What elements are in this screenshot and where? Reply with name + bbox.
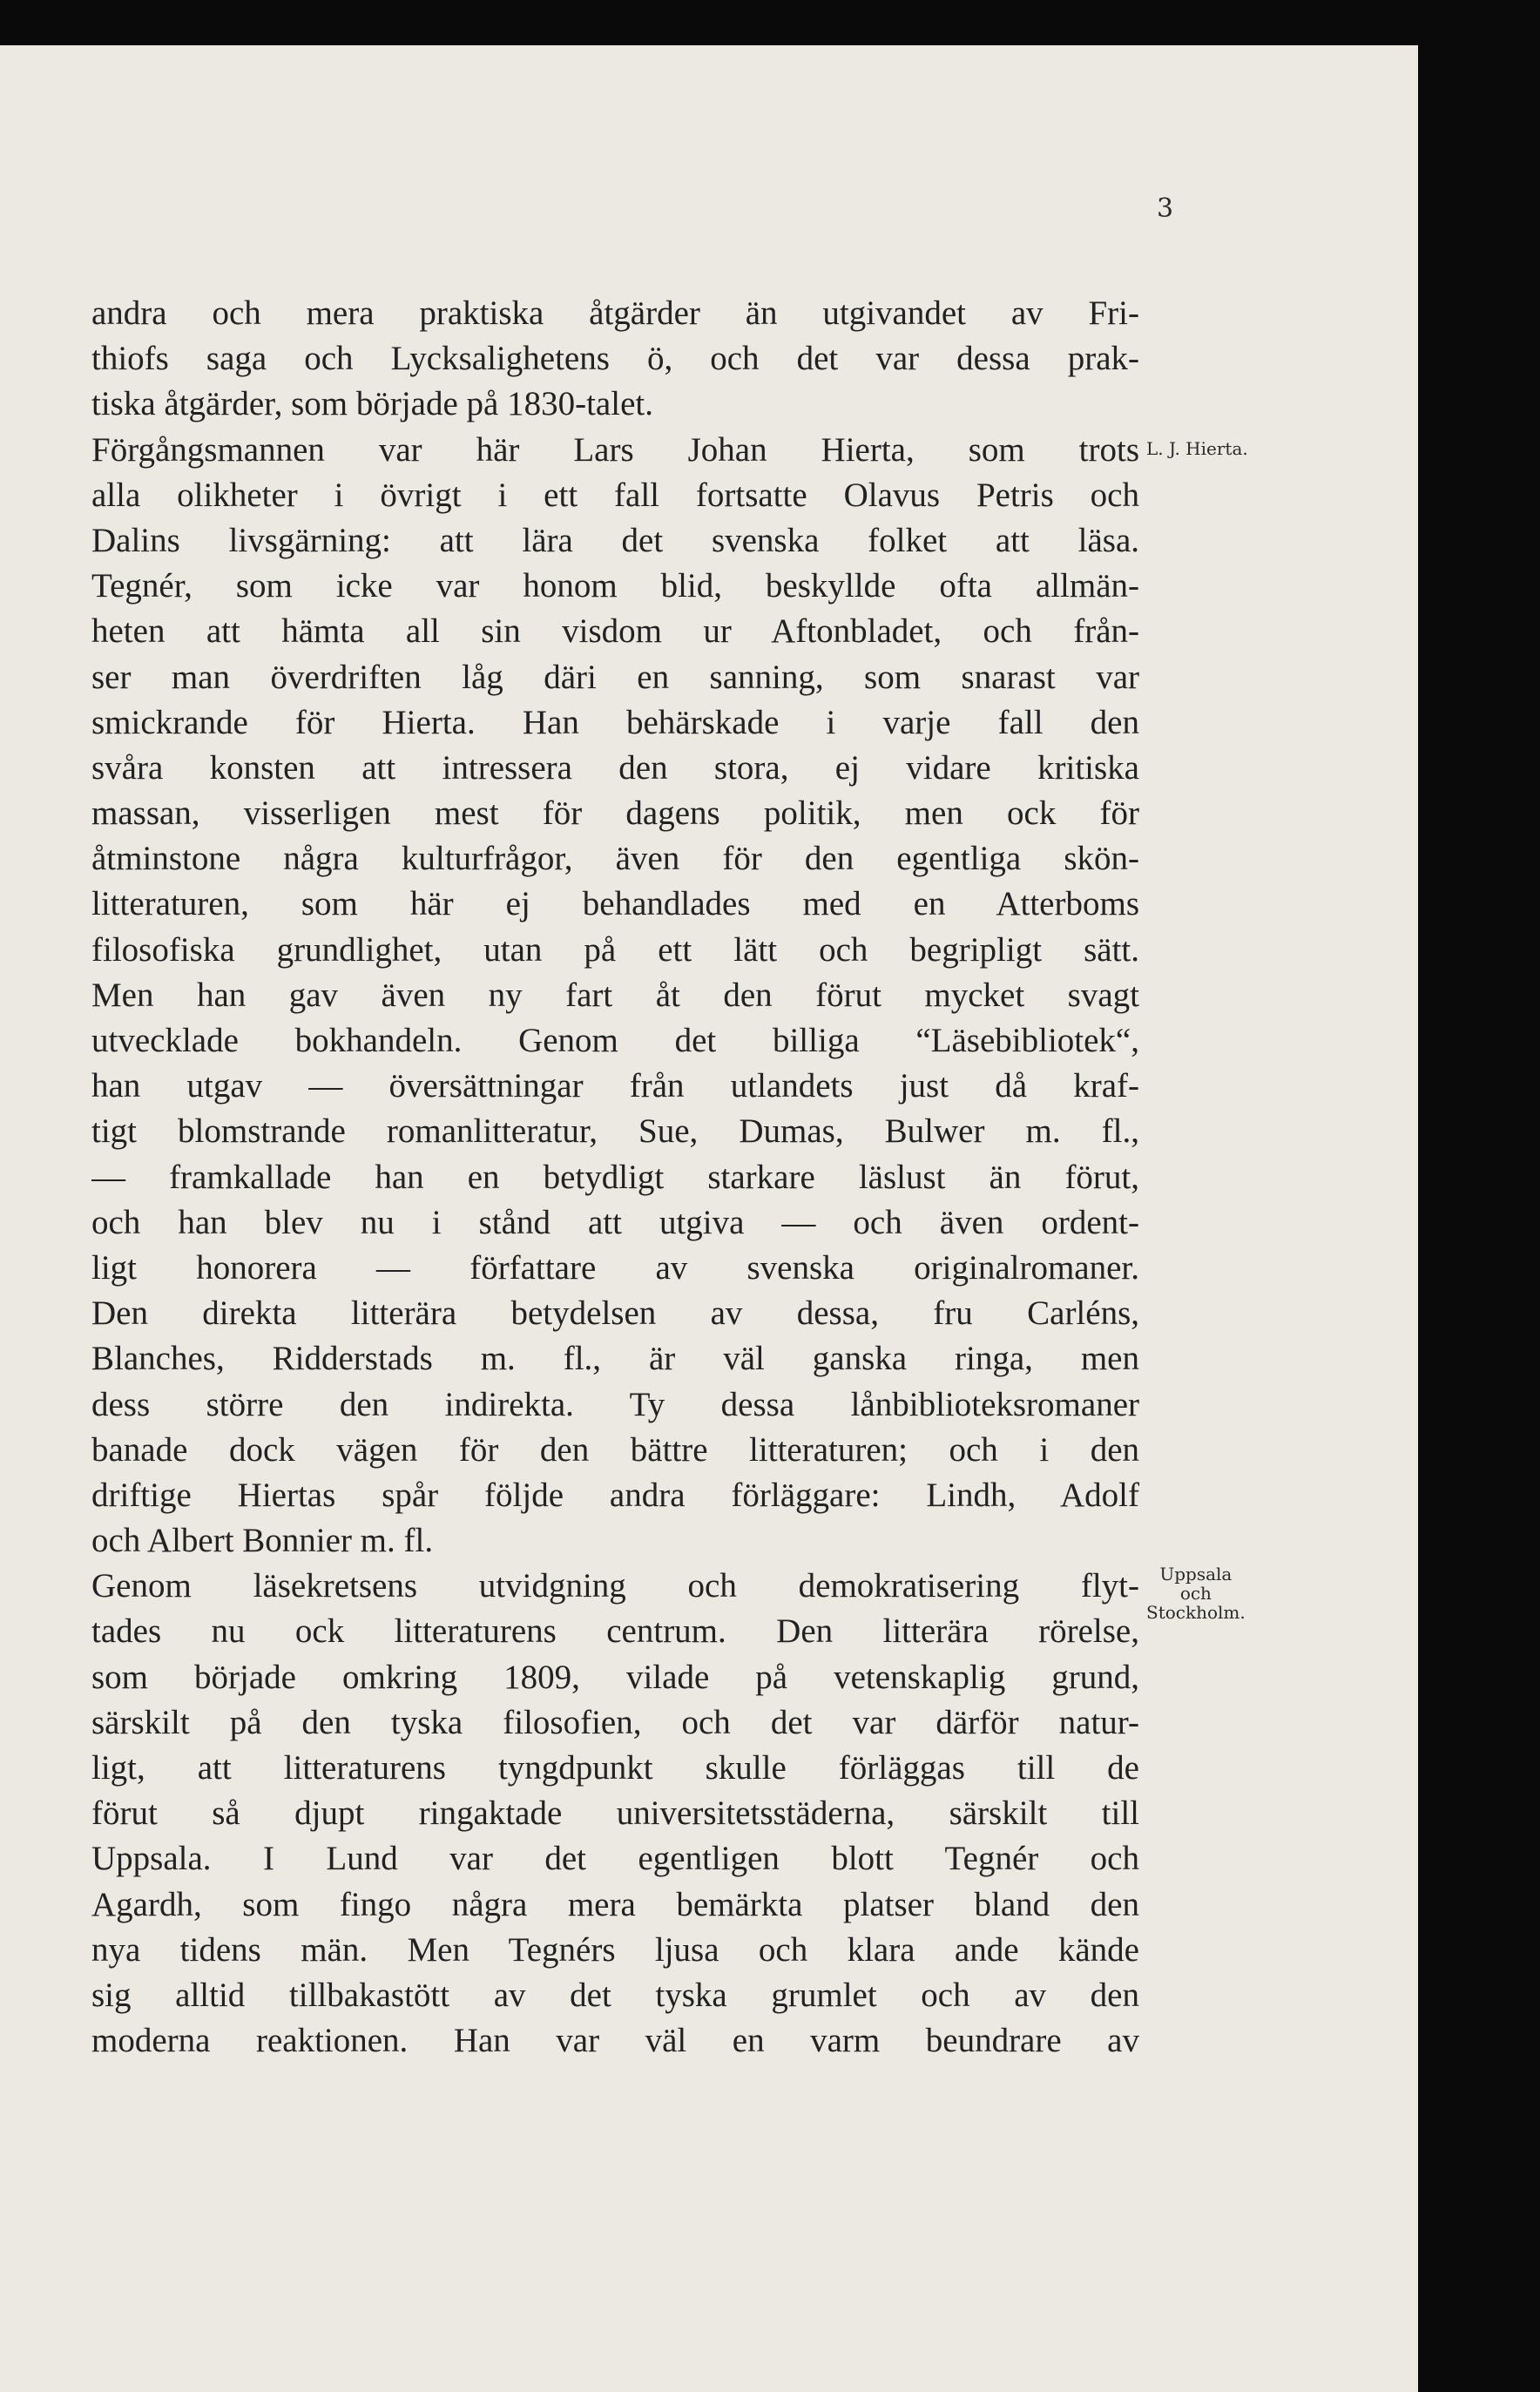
text-line: Den direkta litterära betydelsen av dessa, fru Carléns, — [91, 1294, 1139, 1333]
text-line: nya tidens män. Men Tegnérs ljusa och klara ande kände — [91, 1930, 1139, 1969]
text-line: utvecklade bokhandeln. Genom det billiga “Läsebibliotek“, — [91, 1022, 1139, 1059]
text-line: och Albert Bonnier m. fl. — [91, 1522, 434, 1560]
text-line: banade dock vägen för den bättre litteraturen; och i den — [91, 1430, 1139, 1469]
text-line: han utgav — översättningar från utlandets just då kraf- — [91, 1067, 1139, 1105]
margin-note-line: Uppsala — [1159, 1564, 1233, 1585]
text-line: och han blev nu i stånd att utgiva — och även ordent- — [91, 1203, 1139, 1241]
text-line: Blanches, Ridderstads m. fl., är väl ganska ringa, men — [91, 1340, 1139, 1378]
margin-note-line: och — [1179, 1583, 1212, 1604]
text-line: tiska åtgärder, som började på 1830-talet. — [91, 385, 653, 423]
text-line: ser man överdriften låg däri en sanning, som snarast var — [91, 658, 1139, 696]
text-line: tigt blomstrande romanlitteratur, Sue, Dumas, Bulwer m. fl., — [91, 1112, 1139, 1151]
text-line: tades nu ock litteraturens centrum. Den litterära rörelse, — [91, 1612, 1139, 1651]
margin-note-uppsala-stockholm — [1146, 1564, 1246, 1622]
text-line: driftige Hiertas spår följde andra förläggare: Lindh, Adolf — [91, 1476, 1139, 1514]
text-line: litteraturen, som här ej behandlades med en Atterboms — [91, 885, 1139, 923]
text-line: Förgångsmannen var här Lars Johan Hierta, som trots — [91, 430, 1139, 469]
margin-note-hierta: L. J. Hierta. — [1146, 438, 1248, 459]
text-line: alla olikheter i övrigt i ett fall fortsatte Olavus Petris och — [91, 476, 1139, 514]
text-line: moderna reaktionen. Han var väl en varm beundrare av — [91, 2022, 1139, 2060]
text-line: sig alltid tillbakastött av det tyska grumlet och av den — [91, 1976, 1139, 2014]
text-line: filosofiska grundlighet, utan på ett lätt och begripligt sätt. — [91, 930, 1139, 969]
text-line: andra och mera praktiska åtgärder än utgivandet av Fri- — [91, 294, 1139, 332]
text-line: ligt, att litteraturens tyngdpunkt skulle förläggas till de — [91, 1749, 1139, 1787]
text-line: — framkallade han en betydligt starkare läslust än förut, — [91, 1158, 1139, 1196]
text-line: åtminstone några kulturfrågor, även för den egentliga skön- — [91, 840, 1139, 878]
text-line: Dalins livsgärning: att lära det svenska folket att läsa. — [91, 521, 1139, 559]
text-line: thiofs saga och Lycksalighetens ö, och det var dessa prak- — [91, 340, 1139, 378]
text-line: ligt honorera — författare av svenska originalromaner. — [91, 1248, 1139, 1287]
body-text — [91, 291, 1139, 2064]
page-number: 3 — [1157, 193, 1174, 224]
text-line: Tegnér, som icke var honom blid, beskyllde ofta allmän- — [91, 567, 1139, 605]
text-line: särskilt på den tyska filosofien, och det var därför natur- — [91, 1703, 1139, 1741]
text-line: dess större den indirekta. Ty dessa lånbiblioteksromaner — [91, 1385, 1139, 1423]
book-page — [0, 45, 1418, 2392]
text-line: Uppsala. I Lund var det egentligen blott Tegnér och — [91, 1840, 1139, 1878]
text-line: som började omkring 1809, vilade på vetenskaplig grund, — [91, 1658, 1139, 1696]
margin-note-line: Stockholm. — [1146, 1602, 1246, 1623]
text-line: massan, visserligen mest för dagens politik, men ock för — [91, 794, 1139, 833]
text-line: Agardh, som fingo några mera bemärkta platser bland den — [91, 1885, 1139, 1923]
text-line: Men han gav även ny fart åt den förut mycket svagt — [91, 976, 1139, 1014]
text-line: smickrande för Hierta. Han behärskade i varje fall den — [91, 703, 1139, 741]
text-line: svåra konsten att intressera den stora, ej vidare kritiska — [91, 748, 1139, 787]
text-line: Genom läsekretsens utvidgning och demokratisering flyt- — [91, 1567, 1139, 1605]
text-line: heten att hämta all sin visdom ur Aftonbladet, och från- — [91, 612, 1139, 651]
text-line: förut så djupt ringaktade universitetsstäderna, särskilt till — [91, 1794, 1139, 1833]
